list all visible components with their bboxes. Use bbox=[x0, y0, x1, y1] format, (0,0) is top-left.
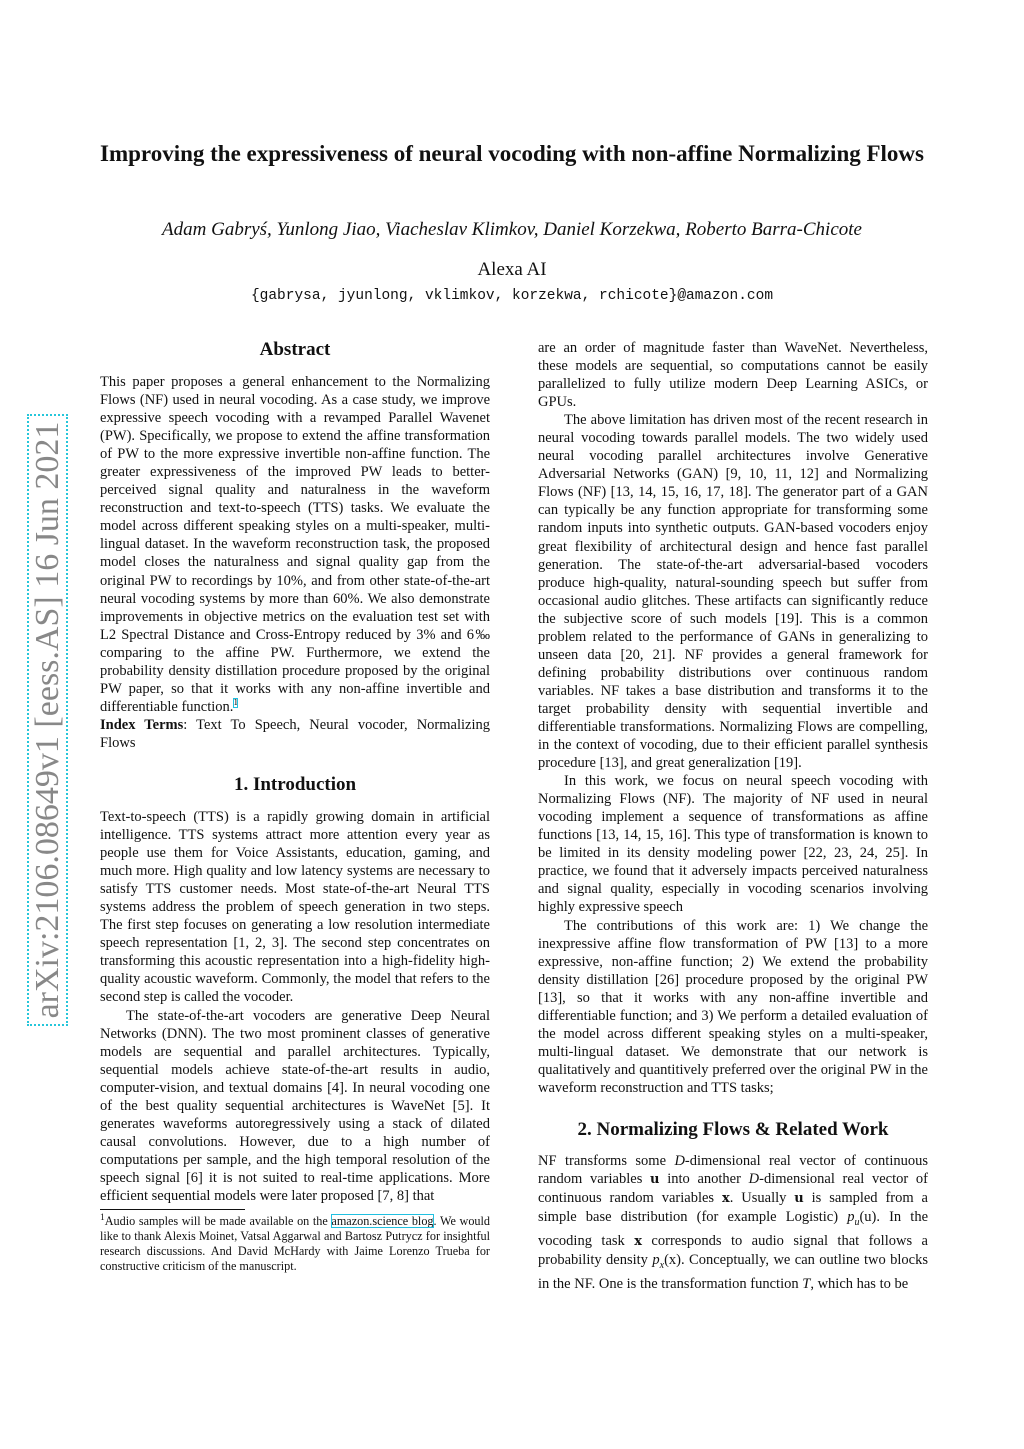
nf-text-i: . Conceptually, we can outline two blocks in the NF. One is the transformation function bbox=[538, 1252, 929, 1293]
paper-title: Improving the expressiveness of neural vocoding with non-affine Normalizing Flows bbox=[100, 141, 924, 166]
citation-link[interactable]: [20, 21] bbox=[620, 646, 672, 663]
right-p4-text-a: The contributions of this work are: 1) We change the inexpressive affine flow transformation of PW bbox=[538, 917, 928, 952]
right-p2-text-b: and Normalizing Flows (NF) bbox=[538, 466, 928, 501]
math-D: D bbox=[748, 1171, 760, 1188]
citation-link[interactable]: [5] bbox=[452, 1097, 470, 1114]
citation-link[interactable]: [13] bbox=[538, 989, 563, 1006]
math-x: x bbox=[721, 1191, 730, 1207]
citation-link[interactable]: [13, 14, 15, 16] bbox=[596, 827, 688, 844]
right-paragraph-1: are an order of magnitude faster than WaveNet. Nevertheless, these models are sequential, so computations cannot be easily parallelized to fully utilize modern Deep Learning ASICs, or GPUs. bbox=[538, 340, 928, 411]
nf-text-d: -dimensional real vector of continuous random variables bbox=[538, 1171, 928, 1207]
right-p4-text-d: , so that it works with any non-affine invertible and differentiable function; and 3) We perform a detailed evaluation of the model across different speaking styles on a multi-speaker, multi-lingual dataset. We demonstrate that our network is qualitatively and quantitively preferred over the original PW in the waveform reconstruction and TTS tasks; bbox=[538, 989, 928, 1096]
intro-p2-text-a: The state-of-the-art vocoders are generative Deep Neural Networks (DNN). The two most prominent classes of generative models are sequential and parallel architectures. Typically, sequential models achieve state-of-the-art results in audio, computer-vision, and textual domains bbox=[100, 1007, 490, 1096]
left-column bbox=[100, 339, 490, 1205]
index-terms-text: : Text To Speech, Neural vocoder, Normalizing Flows bbox=[100, 716, 490, 751]
citation-link[interactable]: [13] bbox=[834, 935, 859, 952]
nf-text-a: NF transforms some bbox=[538, 1152, 675, 1169]
right-p2-text-e: . NF provides a general framework for defining probability distributions over continuous random variables. NF takes a base distribution and transforms it to the target probability density with sequential invertible and differentiable transformations. Normalizing Flows are compelling, in the context of vocoding, due to their efficient parallel synthesis procedure bbox=[538, 646, 928, 772]
right-p4-text-b: to a more expressive, non-affine function; 2) We extend the probability density distillation bbox=[538, 935, 928, 988]
nf-text-f: is sampled from a simple base distribution (for example Logistic) bbox=[538, 1190, 928, 1226]
citation-link[interactable]: [13, 14, 15, 16, 17, 18] bbox=[610, 484, 748, 501]
citation-link[interactable]: [6] bbox=[185, 1169, 203, 1186]
abstract-text bbox=[100, 373, 490, 716]
footnote-marker[interactable]: 1 bbox=[233, 698, 239, 709]
right-column bbox=[538, 339, 928, 1293]
math-arg-u: (u) bbox=[859, 1209, 877, 1226]
footnote-text-a: Audio samples will be made available on the bbox=[104, 1214, 332, 1228]
intro-heading: 1. Introduction bbox=[233, 773, 357, 795]
citation-link[interactable]: [7, 8] bbox=[377, 1187, 409, 1204]
citation-link[interactable]: [13] bbox=[599, 755, 624, 772]
right-paragraph-2 bbox=[538, 411, 928, 772]
intro-p2-text-e: that bbox=[408, 1187, 435, 1204]
intro-p1-text-b: . The second step concentrates on transforming this acoustic representation into a high-fidelity high-quality acoustic waveform. Commonly, the model that refers to the second step is called the vocoder. bbox=[100, 935, 490, 1006]
affiliation: Alexa AI bbox=[477, 259, 547, 280]
amazon-science-blog-link[interactable]: amazon.science blog bbox=[331, 1214, 434, 1228]
intro-p1-text-a: Text-to-speech (TTS) is a rapidly growing domain in artificial intelligence. TTS systems attract more attention every year as people use them for Voice Assistants, education, gaming, and much more. High quality and low latency systems are necessary to satisfy TTS customer needs. Most state-of-the-art Neural TTS systems address the problem of speech generation in two steps. The first step focuses on generating a low resolution intermediate speech representation bbox=[100, 808, 490, 952]
math-u: u bbox=[650, 1172, 660, 1188]
math-arg-x: (x) bbox=[664, 1252, 681, 1269]
math-sub-u: u bbox=[854, 1217, 860, 1228]
intro-p2-text-d: it is not suited to real-time applications. More efficient sequential models were later proposed bbox=[100, 1169, 490, 1204]
abstract-heading: Abstract bbox=[259, 339, 331, 360]
right-p2-text-g: . bbox=[798, 755, 802, 772]
right-p3-text-c: . In practice, we found that it adversely impacts perceived naturalness and signal quality, especially in vocoding scenarios involving highly expressive speech bbox=[538, 845, 928, 916]
math-p: p bbox=[847, 1209, 855, 1226]
intro-p2-text-c: . It generates waveforms autoregressively using a stack of dilated causal convolutions. However, due to a high number of computations per sample, and the high temporal resolution of the speech signal bbox=[100, 1097, 491, 1186]
right-p2-text-c: . The generator part of a GAN can typically be any function appropriate for transforming some random inputs into synthetic outputs. GAN-based vocoders enjoy great flexibility of architectural design and hence fast parallel generation. The state-of-the-art adversarial-based vocoders produce high-quality, natural-sounding speech but suffer from occasional audio glitches. These artifacts can significantly reduce the subjective score of such models bbox=[538, 484, 928, 627]
author-list: Adam Gabryś, Yunlong Jiao, Viacheslav Klimkov, Daniel Korzekwa, Roberto Barra-Chicote bbox=[162, 219, 862, 240]
nf-text-j: , which has to be bbox=[810, 1276, 909, 1293]
nf-section-heading: 2. Normalizing Flows & Related Work bbox=[577, 1118, 889, 1140]
nf-text-c: into another bbox=[659, 1171, 749, 1188]
nf-text-e: . Usually bbox=[729, 1190, 795, 1207]
right-p3-text-b: . This type of transformation is known to be limited in its density modeling power bbox=[538, 827, 928, 862]
nf-paragraph bbox=[538, 1152, 928, 1293]
abstract-body: This paper proposes a general enhancement to the Normalizing Flows (NF) used in neural vocoding. As a case study, we improve expressive speech vocoding with a revamped Parallel Wavenet (PW). Specifically, we propose to extend the affine transformation of PW to the more expressive invertible non-affine function. The greater expressiveness of the improved PW leads to better-perceived signal quality and naturalness in the waveform reconstruction and text-to-speech (TTS) tasks. We evaluate the model across different speaking styles on a multi-speaker, multi-lingual dataset. In the waveform reconstruction task, the proposed model closes the naturalness and signal quality gap from the original PW to recordings by 10%, and from other state-of-the-art neural vocoding systems by more than 60%. We also demonstrate improvements in objective metrics on the evaluation test set with L2 Spectral Distance and Cross-Entropy reduced by 3% and 6‰ comparing to the affine PW. Furthermore, we extend the probability density distillation procedure proposed by the original PW paper, so that it works with any non-affine invertible and differentiable function. bbox=[100, 374, 490, 715]
arxiv-stamp[interactable] bbox=[20, 400, 80, 1040]
index-terms-label: Index Terms bbox=[100, 716, 184, 733]
footnote-divider bbox=[100, 1209, 245, 1210]
right-p2-text-d: . This is a common problem related to the performance of GANs in generalizing to unseen data bbox=[538, 610, 928, 663]
arxiv-id[interactable]: arXiv:2106.08649v1 [eess.AS] 16 Jun 2021 bbox=[27, 414, 68, 1027]
nf-text-b: -dimensional real vector of continuous random variables bbox=[538, 1152, 928, 1188]
citation-link[interactable]: [19] bbox=[773, 755, 799, 772]
math-sub-x: x bbox=[659, 1259, 665, 1271]
footnote bbox=[100, 1214, 490, 1274]
right-paragraph-3 bbox=[538, 772, 928, 916]
citation-link[interactable]: [26] bbox=[654, 971, 680, 988]
footnote-text-b: . We would like to thank Alexis Moinet, Vatsal Aggarwal and Bartosz Putrycz for insightful research discussions. And David McHardy with Jaime Lorenzo Trueba for constructive criticism of the manuscript. bbox=[100, 1214, 490, 1273]
intro-p2-text-b: . In neural vocoding one of the best quality sequential architectures is WaveNet bbox=[100, 1079, 490, 1114]
intro-paragraph-1 bbox=[100, 808, 490, 1007]
citation-link[interactable]: [1, 2, 3] bbox=[233, 935, 284, 952]
nf-text-g: . In the vocoding task bbox=[538, 1209, 929, 1250]
math-D: D bbox=[674, 1152, 685, 1169]
math-x: x bbox=[634, 1234, 642, 1250]
math-u: u bbox=[794, 1191, 804, 1207]
intro-paragraph-2 bbox=[100, 1007, 490, 1206]
author-emails: {gabrysa, jyunlong, vklimkov, korzekwa, rchicote}@amazon.com bbox=[250, 288, 774, 304]
math-p: p bbox=[652, 1252, 660, 1269]
right-p4-text-c: procedure proposed by the original PW bbox=[679, 971, 929, 988]
footnote-number: 1 bbox=[100, 1212, 105, 1223]
right-p2-text-a: The above limitation has driven most of the recent research in neural vocoding towards parallel models. The two widely used neural vocoding parallel architectures involve Generative Adversarial Networks (GAN) bbox=[538, 412, 928, 483]
right-p2-text-f: , and great generalization bbox=[623, 755, 774, 772]
citation-link[interactable]: [9, 10, 11, 12] bbox=[725, 466, 819, 483]
math-T: T bbox=[802, 1276, 811, 1293]
citation-link[interactable]: [19] bbox=[774, 610, 800, 627]
citation-link[interactable]: [22, 23, 24, 25] bbox=[803, 845, 905, 862]
index-terms bbox=[100, 716, 490, 752]
citation-link[interactable]: [4] bbox=[327, 1079, 344, 1096]
right-p3-text-a: In this work, we focus on neural speech vocoding with Normalizing Flows (NF). The majority of NF used in neural vocoding implement a sequence of transformations as affine functions bbox=[538, 773, 928, 844]
right-paragraph-4 bbox=[538, 917, 928, 1097]
nf-text-h: corresponds to audio signal that follows a probability density bbox=[538, 1233, 928, 1269]
